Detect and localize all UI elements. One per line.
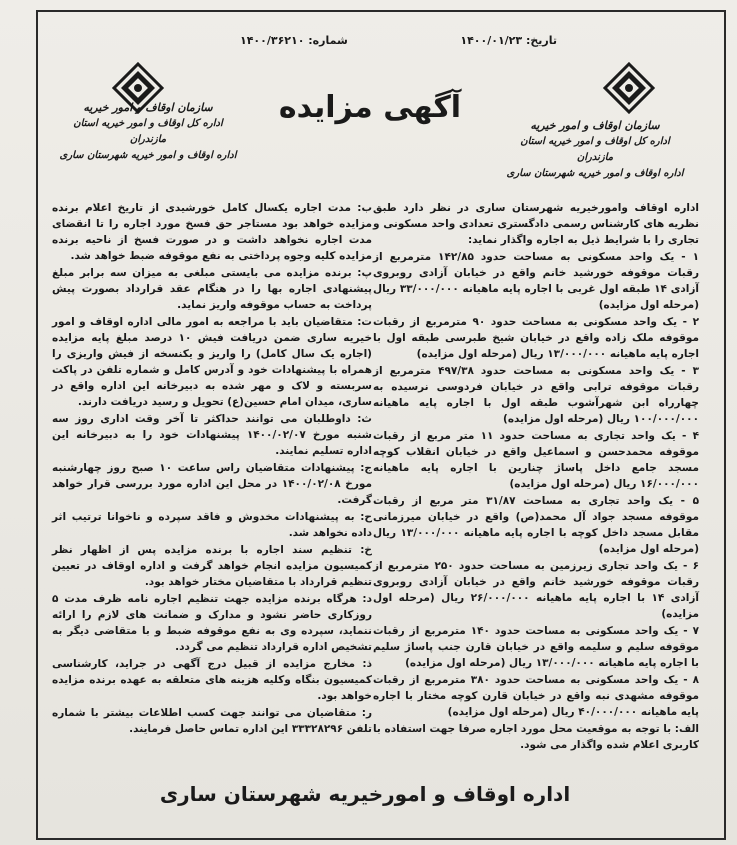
right-column (373, 200, 699, 754)
listing-item: ۱ - یک واحد مسکونی به مساحت حدود ۱۴۲/۸۵ مترمربع از رقبات موقوفه خورشید خانم واقع در خیابان آزادی روبروی آزادی ۱۴ طبقه اول غربی با اجاره پایه ماهیانه ۳۳/۰۰۰/۰۰۰ ریال (مرحله اول مزایده) (373, 251, 699, 311)
condition-item: پ: برنده مزایده می بایستی مبلغی به میزان سه برابر مبلغ پیشنهادی اجاره بها را در هنگام عقد قرارداد بصورت پیش پرداخت به حساب موقوفه واریز نماید. (52, 267, 372, 311)
condition-item: ث: داوطلبان می توانند حداکثر تا آخر وقت اداری روز سه شنبه مورخ ۱۴۰۰/۰۲/۰۷ پیشنهادات خود را به دبیرخانه این اداره تسلیم نمایند. (52, 413, 372, 457)
condition-item: د: هرگاه برنده مزایده جهت تنظیم اجاره نامه ظرف مدت ۵ روزکاری حاضر نشود و مدارک و ضمانت های لازم را ارائه ننماید، سپرده وی به نفع موقوفه ضبط و با متقاضی دیگر به تشخیص اداره قرارداد تنظیم می گردد. (52, 593, 372, 653)
org-line: اداره کل اوقاف و امور خیریه استان مازندران (73, 118, 223, 145)
condition-item: ح: به پیشنهادات مخدوش و فاقد سپرده و ناخوانا ترتیب اثر داده نخواهد شد. (52, 511, 372, 539)
listing-item: ۵ - یک واحد تجاری به مساحت ۳۱/۸۷ متر مربع از رقبات موقوفه مسجد جواد آل محمد(ص) واقع در خیابان میرزمانی مقابل مسجد داخل کوچه با اجاره پایه ماهیانه ۱۳/۰۰۰/۰۰۰ ریال (مرحله اول مزایده) (373, 495, 700, 555)
org-name: سازمان اوقاف و امور خیریه (530, 119, 660, 132)
condition-item: ذ: مخارج مزایده از قبیل درج آگهی در جراید، کارشناسی کمیسیون بنگاه وکلیه هزینه های متعلقه به عهده برنده مزایده خواهد بود. (52, 658, 372, 702)
ad-title: آگهی مزایده (278, 90, 462, 125)
condition-item: الف: با توجه به موقعیت محل مورد اجاره صرفا جهت استفاده با کاربری اعلام شده واگذار می شود. (372, 723, 699, 751)
condition-item: ت: متقاضیان باید با مراجعه به امور مالی اداره اوقاف و امور خیریه ساری ضمن دریافت فیش ۱۰ درصد مبلغ پایه مزایده (اجاره یک سال کامل) را واریز و یکنسخه از فیش واریزی را همراه با پیشنهادات خود و آدرس کامل و شماره تلفن در پاکت سربسته و لاک و مهر شده به دبیرخانه این اداره واقع در ساری، میدان امام حسین(ع) تحویل و رسید دریافت دارند. (52, 316, 373, 408)
issuer-signature: اداره اوقاف و امورخیریه شهرستان ساری (159, 782, 571, 806)
number-label: شماره: ۱۴۰۰/۳۶۲۱۰ (240, 34, 348, 47)
org-block-left (58, 100, 238, 164)
condition-item: خ: تنظیم سند اجاره با برنده مزایده پس از اظهار نظر کمیسیون مزایده انجام خواهد گرفت و اداره اوقاف در تعیین تنظیم قرارداد با متقاضیان مختار خواهد بود. (52, 544, 372, 588)
date-label: تاریخ: ۱۴۰۰/۰۱/۲۳ (460, 34, 557, 47)
intro-paragraph: اداره اوقاف وامورخیریه شهرستان ساری در نظر دارد طبق نظریه های کارشناس رسمی دادگستری تعدادی واحد مسکونی و تجاری را با شرایط ذیل به اجاره واگذار نماید: (373, 202, 699, 246)
listing-item: ۸ - یک واحد مسکونی به مساحت حدود ۳۸۰ مترمربع از رقبات موقوفه مشهدی نبه واقع در خیابان قارن کوچه مختار با اجاره پایه ماهیانه ۴۰/۰۰۰/۰۰۰ ریال (مرحله اول مزایده) (373, 674, 699, 718)
org-line: اداره اوقاف و امور خیریه شهرستان ساری (59, 150, 237, 161)
condition-item: ر: متقاضیان می توانند جهت کسب اطلاعات بیشتر با شماره تلفن ۳۳۳۲۸۲۹۶ این اداره تماس حاصل فرمایند. (52, 707, 372, 735)
org-line: اداره اوقاف و امور خیریه شهرستان ساری (506, 168, 684, 179)
listing-item: ۲ - یک واحد مسکونی به مساحت حدود ۹۰ مترمربع از رقبات موقوفه ملک زاده واقع در خیابان شیخ طبرسی طبقه اول با اجاره پایه ماهیانه ۱۳/۰۰۰/۰۰۰ ریال (مرحله اول مزایده) (373, 316, 699, 360)
left-column (52, 200, 372, 738)
org-name: سازمان اوقاف و امور خیریه (83, 101, 213, 114)
org-block-right (505, 118, 685, 182)
listing-item: ۶ - یک واحد تجاری زیرزمین به مساحت حدود ۲۵۰ مترمربع از رقبات موقوفه خورشید خانم واقع در خیابان آزادی روبروی آزادی ۱۴ با اجاره پایه ماهیانه ۲۶/۰۰۰/۰۰۰ ریال (مرحله اول مزایده) (373, 560, 699, 620)
listing-item: ۳ - یک واحد مسکونی به مساحت حدود ۴۹۷/۳۸ مترمربع از رقبات موقوفه ترابی واقع در خیابان فردوسی نرسیده به چهارراه ابن شهرآشوب طبقه اول با اجاره پایه ماهیانه ۱۰۰/۰۰۰/۰۰۰ ریال (مرحله اول مزایده) (373, 365, 699, 425)
listing-item: ۷ - یک واحد مسکونی به مساحت حدود ۱۴۰ مترمربع از رقبات موقوفه سلیم و سلیمه واقع در خیابان قارن جنب پاساژ سلیم با اجاره پایه ماهیانه ۱۳/۰۰۰/۰۰۰ ریال (مرحله اول مزایده) (373, 625, 699, 669)
condition-item: ج: پیشنهادات متقاضیان راس ساعت ۱۰ صبح روز چهارشنبه مورخ ۱۴۰۰/۰۲/۰۸ در محل این اداره مورد بررسی قرار خواهد گرفت. (52, 462, 372, 506)
org-line: اداره کل اوقاف و امور خیریه استان مازندران (520, 136, 670, 163)
endowment-logo-icon (603, 62, 655, 114)
condition-item: ب: مدت اجاره یکسال کامل خورشیدی از تاریخ اعلام برنده مزایده خواهد بود مستاجر حق فسخ مورد اجاره را تا انقضای مدت اجاره نخواهد داشت و در صورت فسخ از ناحیه برنده مزایده کلیه وجوه پرداختی به نفع موقوفه ضبط خواهد شد. (52, 202, 372, 262)
listing-item: ۴ - یک واحد تجاری به مساحت حدود ۱۱ متر مربع از رقبات موقوفه محمدحسن و اسماعیل واقع در خیابان انقلاب کوچه مسجد جامع داخل پاساژ چنارین با اجاره پایه ماهیانه ۱۶/۰۰۰/۰۰۰ ریال (مرحله اول مزایده) (373, 430, 699, 490)
